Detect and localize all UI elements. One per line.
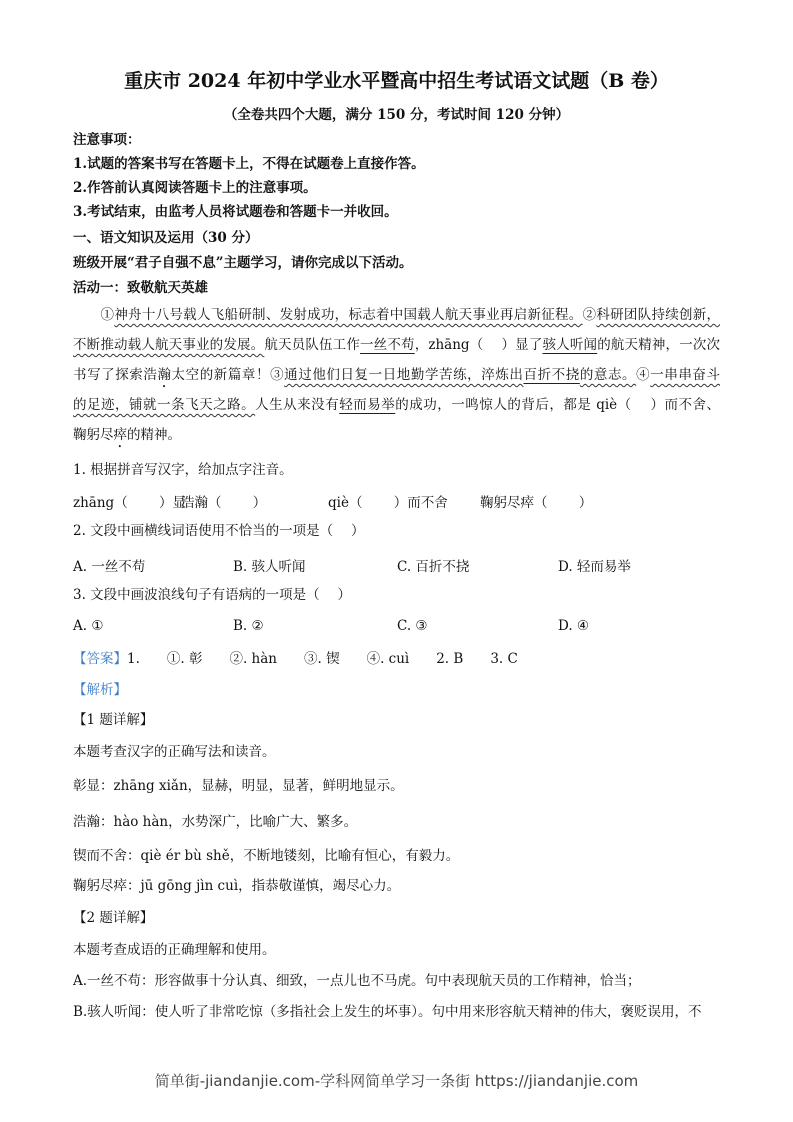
dotted-char: 瀚 (157, 367, 172, 383)
q3-option-a: A. ① (73, 618, 104, 634)
passage-text: 人生从来没有 (255, 397, 340, 413)
wavy-underlined-sentence: 神舟十八号载人飞船研制、发射成功，标志着中国载人航天事业再启新征程。 (114, 307, 583, 323)
wavy-underlined-sentence: 科研团队持续创新， (596, 307, 721, 323)
passage-text: 航天员队伍工作 (264, 337, 361, 353)
passage-text: 书写了探索浩 (73, 367, 158, 383)
underlined-word: 骇人听闻 (542, 337, 598, 353)
wavy-underlined-sentence: 通过他们日复一日地勤学苦练，淬炼出 (284, 367, 524, 383)
q1-item (181, 491, 266, 511)
passage-text: 的成功，一鸣惊人的背后，都是 qiè（ ）而不舍、 (395, 397, 721, 413)
note-item: 2.作答前认真阅读答题卡上的注意事项。 (73, 180, 317, 196)
detail-1-line: 鞠躬尽瘁：jū gōng jìn cuì，指恭敬谨慎，竭尽心力。 (73, 878, 401, 894)
q2-option-c: C. 百折不挠 (397, 559, 470, 575)
intro-text: 班级开展“君子自强不息”主题学习，请你完成以下活动。 (73, 255, 413, 271)
page-title: 重庆市 2024 年初中学业水平暨高中招生考试语文试题（B 卷） (124, 70, 669, 92)
passage-text: ② (582, 307, 597, 323)
detail-1-line: 本题考查汉字的正确写法和读音。 (73, 744, 276, 760)
section-heading: 一、语文知识及运用（30 分） (73, 230, 259, 246)
q3-option-c: C. ③ (397, 618, 428, 634)
answer-label: 【答案】 (73, 651, 127, 667)
underlined-word: 一丝不苟 (360, 337, 415, 353)
wavy-underlined-sentence: 的意志。 (579, 367, 637, 383)
question-3-stem: 3. 文段中画波浪线句子有语病的一项是（ ） (73, 587, 351, 603)
subtitle: （全卷共四个大题，满分 150 分，考试时间 120 分钟） (223, 107, 570, 123)
passage-text: 太空的新篇章！③ (171, 367, 285, 383)
answer-text: 1. ①. 彰 ②. hàn ③. 锲 ④. cuì 2. B 3. C (127, 651, 518, 667)
q3-option-d: D. ④ (558, 618, 590, 634)
passage-text: 的航天精神，一次次 (597, 337, 721, 353)
question-1-stem: 1. 根据拼音写汉字，给加点字注音。 (73, 462, 293, 478)
note-item: 1.试题的答案书写在答题卡上，不得在试题卷上直接作答。 (73, 156, 425, 172)
passage-text: ④ (636, 367, 651, 383)
detail-2-line: A.一丝不苟：形容做事十分认真、细致，一点儿也不马虎。句中表现航天员的工作精神，恰当； (73, 973, 641, 989)
detail-1-line: 彰显：zhāng xiǎn，显赫，明显，显著，鲜明地显示。 (73, 778, 404, 794)
passage-line (73, 425, 720, 451)
q1-item: zhāng（ ）显 (73, 495, 186, 511)
underlined-word: 轻而易举 (339, 397, 396, 413)
passage-line (73, 305, 720, 325)
q2-option-b: B. 骇人听闻 (233, 559, 306, 575)
detail-1-line: 浩瀚：hào hàn，水势深广，比喻广大、繁多。 (73, 814, 358, 830)
question-2-stem: 2. 文段中画横线词语使用不恰当的一项是（ ） (73, 523, 365, 539)
q2-option-a: A. 一丝不苟 (73, 559, 146, 575)
dotted-char: 瘁 (113, 427, 127, 443)
wavy-underlined-sentence: 不断推动载人航天事业的发展。 (73, 337, 265, 353)
detail-2-line: B.骇人听闻：使人听了非常吃惊（多指社会上发生的坏事）。句中用来形容航天精神的伟大，褒贬误用，不 (73, 1004, 702, 1020)
q1-item: 鞠躬尽瘁（ ） (480, 495, 593, 511)
passage-line (73, 335, 720, 355)
passage-text: ① (73, 307, 115, 323)
underlined-word: 百折不挠 (523, 367, 580, 383)
q2-option-d: D. 轻而易举 (558, 559, 631, 575)
detail-1-line: 锲而不舍：qiè ér bù shě，不断地镂刻，比喻有恒心，有毅力。 (73, 848, 460, 864)
passage-text: ，zhāng（ ）显了 (414, 337, 543, 353)
detail-1-heading: 【1 题详解】 (73, 712, 154, 728)
analysis-label: 【解析】 (73, 682, 127, 698)
passage-line (73, 365, 720, 391)
wavy-underlined-sentence: 一串串奋斗 (650, 367, 721, 383)
wavy-underlined-sentence: 的足迹，铺就一条飞天之路。 (73, 397, 256, 413)
passage-text: 的精神。 (127, 427, 181, 443)
answer-line (73, 649, 518, 669)
q1-item-text: 浩瀚（ ） (181, 495, 267, 511)
activity-heading: 活动一：致敬航天英雄 (73, 280, 208, 296)
footer-watermark: 简单街-jiandanjie.com-学科网简单学习一条街 https://jiandanjie.com (154, 1072, 639, 1090)
passage-text: 鞠躬尽 (73, 427, 114, 443)
q1-item: qiè（ ）而不舍 (328, 495, 448, 511)
detail-2-line: 本题考查成语的正确理解和使用。 (73, 942, 276, 958)
detail-2-heading: 【2 题详解】 (73, 910, 154, 926)
q3-option-b: B. ② (233, 618, 264, 634)
note-item: 3.考试结束，由监考人员将试题卷和答题卡一并收回。 (73, 204, 398, 220)
notes-heading: 注意事项： (73, 132, 141, 148)
passage-line (73, 395, 720, 415)
